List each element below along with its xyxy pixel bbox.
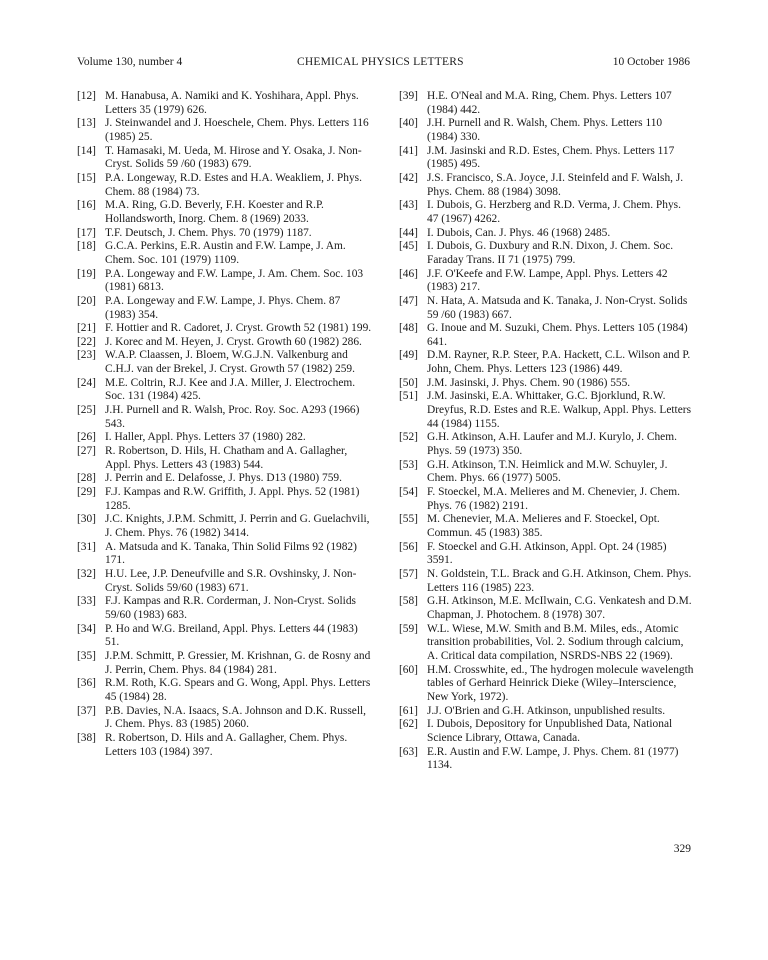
reference-number: [26] [77, 431, 96, 444]
reference-text: H.E. O'Neal and M.A. Ring, Chem. Phys. Letters 107 (1984) 442. [427, 90, 672, 116]
reference-item [399, 90, 695, 117]
reference-number: [35] [77, 649, 96, 662]
reference-item [399, 377, 695, 391]
reference-text: I. Haller, Appl. Phys. Letters 37 (1980) 282. [105, 431, 306, 444]
reference-item [77, 486, 373, 513]
reference-text: I. Dubois, Depository for Unpublished Data, National Science Library, Ottawa, Canada. [427, 718, 673, 744]
reference-text: H.U. Lee, J.P. Deneufville and S.R. Ovshinsky, J. Non-Cryst. Solids 59/60 (1983) 671. [105, 567, 357, 594]
reference-text: N. Goldstein, T.L. Brack and G.H. Atkinson, Chem. Phys. Letters 116 (1985) 223. [427, 567, 692, 594]
reference-number: [34] [77, 622, 96, 635]
reference-text: J.C. Knights, J.P.M. Schmitt, J. Perrin and G. Guelachvili, J. Chem. Phys. 76 (1982) 3414. [105, 513, 370, 539]
reference-text: F. Hottier and R. Cadoret, J. Cryst. Growth 52 (1981) 199. [105, 322, 372, 335]
reference-item [77, 227, 373, 241]
reference-item [77, 623, 373, 650]
reference-text: F. Stoeckel and G.H. Atkinson, Appl. Opt. 24 (1985) 3591. [427, 540, 667, 567]
reference-item [399, 623, 695, 664]
reference-text: P. Ho and W.G. Breiland, Appl. Phys. Letters 44 (1983) 51. [105, 622, 358, 649]
reference-text: I. Dubois, G. Duxbury and R.N. Dixon, J. Chem. Soc. Faraday Trans. II 71 (1975) 799. [427, 240, 674, 266]
reference-item [77, 377, 373, 404]
reference-number: [39] [399, 90, 418, 102]
reference-text: R. Robertson, D. Hils and A. Gallagher, Chem. Phys. Letters 103 (1984) 397. [105, 731, 348, 758]
reference-item [399, 459, 695, 486]
reference-item [399, 718, 695, 745]
reference-number: [57] [399, 567, 418, 580]
reference-text: W.A.P. Claassen, J. Bloem, W.G.J.N. Valkenburg and C.H.J. van der Brekel, J. Cryst. Growth 57 (1982) 259. [105, 349, 355, 376]
reference-item [77, 541, 373, 568]
reference-text: F.J. Kampas and R.R. Corderman, J. Non-Cryst. Solids 59/60 (1983) 683. [105, 595, 356, 621]
running-header [77, 54, 690, 70]
reference-number: [59] [399, 622, 418, 635]
reference-text: M. Hanabusa, A. Namiki and K. Yoshihara, Appl. Phys. Letters 35 (1979) 626. [105, 90, 359, 116]
reference-item [399, 595, 695, 622]
issue-date: 10 October 1986 [612, 56, 690, 68]
reference-number: [50] [399, 376, 418, 389]
reference-number: [12] [77, 90, 96, 102]
reference-number: [49] [399, 349, 418, 362]
reference-text: W.L. Wiese, M.W. Smith and B.M. Miles, eds., Atomic transition probabilities, Vol. 2. Sodium through calcium, A. Critical data compilation, NSRDS-NBS 22 (1969). [427, 622, 684, 662]
reference-text: T. Hamasaki, M. Ueda, M. Hirose and Y. Osaka, J. Non-Cryst. Solids 59 /60 (1983) 679. [105, 144, 362, 171]
reference-number: [46] [399, 267, 418, 280]
reference-item [77, 199, 373, 226]
reference-item [399, 390, 695, 431]
reference-number: [45] [399, 240, 418, 253]
reference-text: J. Steinwandel and J. Hoeschele, Chem. Phys. Letters 116 (1985) 25. [105, 117, 369, 143]
reference-number: [48] [399, 322, 418, 335]
reference-text: G.H. Atkinson, T.N. Heimlick and M.W. Schuyler, J. Chem. Phys. 66 (1977) 5005. [427, 458, 668, 485]
reference-item [77, 732, 373, 759]
reference-item [399, 349, 695, 376]
reference-item [77, 472, 373, 486]
reference-number: [56] [399, 540, 418, 553]
reference-item [77, 431, 373, 445]
reference-number: [63] [399, 745, 418, 758]
reference-item [77, 268, 373, 295]
reference-number: [52] [399, 431, 418, 444]
reference-text: E.R. Austin and F.W. Lampe, J. Phys. Chem. 81 (1977) 1134. [427, 745, 679, 772]
reference-number: [13] [77, 117, 96, 130]
reference-text: G.H. Atkinson, A.H. Laufer and M.J. Kurylo, J. Chem. Phys. 59 (1973) 350. [427, 431, 677, 458]
reference-item [77, 513, 373, 540]
reference-number: [21] [77, 322, 96, 335]
reference-number: [14] [77, 144, 96, 157]
reference-text: J. Korec and M. Heyen, J. Cryst. Growth 60 (1982) 286. [105, 335, 362, 348]
reference-item [399, 295, 695, 322]
reference-number: [51] [399, 390, 418, 403]
reference-number: [61] [399, 704, 418, 717]
volume-info: Volume 130, number 4 [77, 56, 183, 68]
reference-item [77, 90, 373, 117]
reference-item [77, 117, 373, 144]
reference-number: [62] [399, 718, 418, 731]
reference-item [399, 117, 695, 144]
reference-number: [55] [399, 513, 418, 526]
reference-text: M.E. Coltrin, R.J. Kee and J.A. Miller, J. Electrochem. Soc. 131 (1984) 425. [105, 376, 356, 403]
reference-text: J.F. O'Keefe and F.W. Lampe, Appl. Phys. Letters 42 (1983) 217. [427, 267, 668, 294]
reference-text: D.M. Rayner, R.P. Steer, P.A. Hackett, C.L. Wilson and P. John, Chem. Phys. Letters 123 (1986) 449. [427, 349, 691, 376]
reference-text: H.M. Crosswhite, ed., The hydrogen molecule wavelength tables of Gerhard Heinrick Dieke (Wiley–Interscience, New York, 1972). [427, 663, 694, 703]
reference-text: I. Dubois, Can. J. Phys. 46 (1968) 2485. [427, 226, 611, 239]
reference-text: M. Chenevier, M.A. Melieres and F. Stoeckel, Opt. Commun. 45 (1983) 385. [427, 513, 660, 539]
reference-item [399, 486, 695, 513]
reference-text: R.M. Roth, K.G. Spears and G. Wong, Appl. Phys. Letters 45 (1984) 28. [105, 677, 371, 703]
reference-item [399, 145, 695, 172]
references-left-column [77, 90, 373, 759]
reference-number: [24] [77, 376, 96, 389]
reference-item [77, 336, 373, 350]
reference-item [77, 677, 373, 704]
reference-number: [43] [399, 199, 418, 212]
reference-number: [37] [77, 704, 96, 717]
reference-text: P.A. Longeway and F.W. Lampe, J. Phys. Chem. 87 (1983) 354. [105, 294, 341, 321]
reference-text: N. Hata, A. Matsuda and K. Tanaka, J. Non-Cryst. Solids 59 /60 (1983) 667. [427, 294, 688, 321]
reference-number: [30] [77, 513, 96, 526]
reference-number: [22] [77, 335, 96, 348]
reference-number: [54] [399, 486, 418, 499]
page-number: 329 [673, 843, 691, 855]
reference-number: [23] [77, 349, 96, 362]
reference-text: P.B. Davies, N.A. Isaacs, S.A. Johnson and D.K. Russell, J. Chem. Phys. 83 (1985) 2060. [105, 704, 367, 731]
reference-number: [20] [77, 294, 96, 307]
reference-number: [38] [77, 731, 96, 744]
reference-text: G.H. Atkinson, M.E. McIlwain, C.G. Venkatesh and D.M. Chapman, J. Photochem. 8 (1978) 307. [427, 595, 692, 621]
reference-item [399, 705, 695, 719]
reference-number: [41] [399, 144, 418, 157]
reference-number: [16] [77, 199, 96, 212]
reference-text: J.M. Jasinski, E.A. Whittaker, G.C. Bjorklund, R.W. Dreyfus, R.D. Estes and R.E. Walkup, Appl. Phys. Letters 44 (1984) 1155. [427, 390, 691, 430]
reference-item [399, 172, 695, 199]
reference-number: [58] [399, 595, 418, 608]
reference-item [399, 431, 695, 458]
reference-text: J.M. Jasinski and R.D. Estes, Chem. Phys. Letters 117 (1985) 495. [427, 144, 675, 171]
reference-item [399, 541, 695, 568]
reference-number: [33] [77, 595, 96, 608]
reference-number: [27] [77, 445, 96, 458]
reference-text: I. Dubois, G. Herzberg and R.D. Verma, J. Chem. Phys. 47 (1967) 4262. [427, 199, 681, 225]
reference-number: [28] [77, 472, 96, 485]
reference-number: [17] [77, 226, 96, 239]
reference-number: [42] [399, 171, 418, 184]
reference-text: J.P.M. Schmitt, P. Gressier, M. Krishnan, G. de Rosny and J. Perrin, Chem. Phys. 84 (1984) 281. [105, 649, 371, 676]
reference-number: [32] [77, 567, 96, 580]
reference-number: [47] [399, 294, 418, 307]
reference-number: [40] [399, 117, 418, 130]
reference-text: F. Stoeckel, M.A. Melieres and M. Chenevier, J. Chem. Phys. 76 (1982) 2191. [427, 486, 680, 512]
reference-text: J. Perrin and E. Delafosse, J. Phys. D13 (1980) 759. [105, 472, 342, 485]
reference-number: [53] [399, 458, 418, 471]
reference-text: P.A. Longeway, R.D. Estes and H.A. Weakliem, J. Phys. Chem. 88 (1984) 73. [105, 171, 362, 198]
reference-number: [18] [77, 240, 96, 253]
reference-number: [29] [77, 486, 96, 499]
reference-number: [25] [77, 404, 96, 417]
reference-item [77, 322, 373, 336]
reference-text: F.J. Kampas and R.W. Griffith, J. Appl. Phys. 52 (1981) 1285. [105, 486, 360, 512]
reference-item [77, 650, 373, 677]
reference-text: M.A. Ring, G.D. Beverly, F.H. Koester and R.P. Hollandsworth, Inorg. Chem. 8 (1969) 2033. [105, 199, 324, 225]
reference-item [77, 568, 373, 595]
reference-text: J.J. O'Brien and G.H. Atkinson, unpublished results. [427, 704, 666, 717]
reference-number: [15] [77, 171, 96, 184]
reference-text: G.C.A. Perkins, E.R. Austin and F.W. Lampe, J. Am. Chem. Soc. 101 (1979) 1109. [105, 240, 346, 266]
reference-item [399, 240, 695, 267]
reference-item [77, 240, 373, 267]
reference-text: G. Inoue and M. Suzuki, Chem. Phys. Letters 105 (1984) 641. [427, 322, 688, 348]
reference-item [77, 145, 373, 172]
reference-item [399, 513, 695, 540]
reference-text: R. Robertson, D. Hils, H. Chatham and A. Gallagher, Appl. Phys. Letters 43 (1983) 544. [105, 445, 348, 471]
reference-text: J.M. Jasinski, J. Phys. Chem. 90 (1986) 555. [427, 376, 631, 389]
reference-item [399, 227, 695, 241]
reference-number: [60] [399, 663, 418, 676]
reference-item [77, 595, 373, 622]
journal-title: CHEMICAL PHYSICS LETTERS [297, 56, 464, 68]
reference-item [399, 322, 695, 349]
reference-item [399, 268, 695, 295]
reference-item [77, 349, 373, 376]
references-right-column [399, 90, 695, 773]
reference-item [399, 746, 695, 773]
reference-item [77, 404, 373, 431]
reference-item [77, 445, 373, 472]
reference-text: A. Matsuda and K. Tanaka, Thin Solid Films 92 (1982) 171. [105, 540, 357, 567]
reference-item [399, 568, 695, 595]
reference-item [77, 295, 373, 322]
reference-number: [19] [77, 267, 96, 280]
reference-text: J.H. Purnell and R. Walsh, Proc. Roy. Soc. A293 (1966) 543. [105, 404, 360, 430]
reference-number: [36] [77, 677, 96, 690]
reference-item [77, 172, 373, 199]
reference-text: T.F. Deutsch, J. Chem. Phys. 70 (1979) 1187. [105, 226, 312, 239]
reference-item [399, 199, 695, 226]
reference-number: [44] [399, 226, 418, 239]
reference-text: P.A. Longeway and F.W. Lampe, J. Am. Chem. Soc. 103 (1981) 6813. [105, 267, 364, 294]
reference-item [399, 664, 695, 705]
reference-number: [31] [77, 540, 96, 553]
reference-item [77, 705, 373, 732]
reference-text: J.H. Purnell and R. Walsh, Chem. Phys. Letters 110 (1984) 330. [427, 117, 663, 143]
reference-text: J.S. Francisco, S.A. Joyce, J.I. Steinfeld and F. Walsh, J. Phys. Chem. 88 (1984) 3098. [427, 171, 684, 198]
